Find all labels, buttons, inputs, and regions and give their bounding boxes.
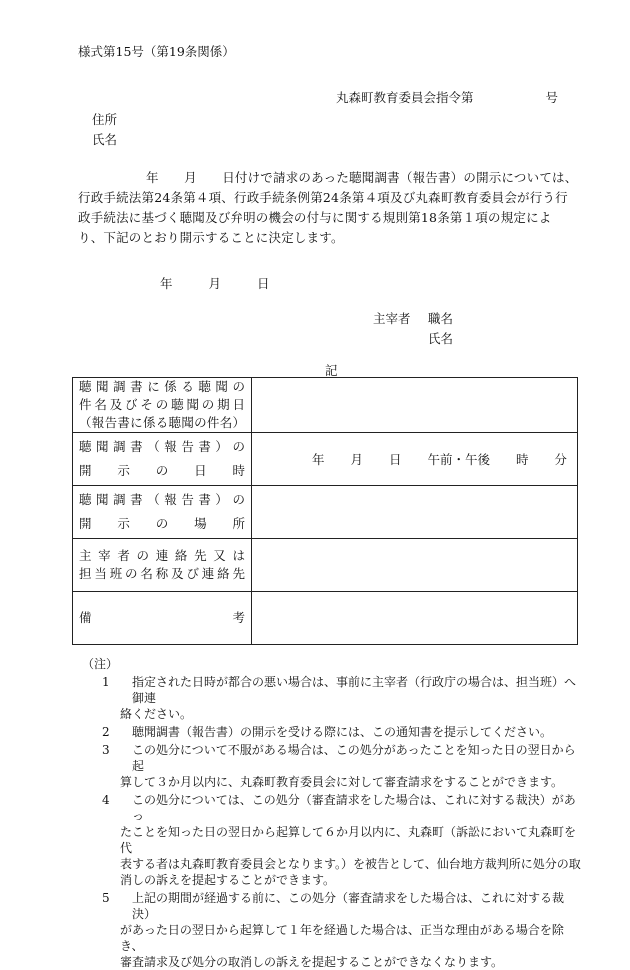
table-row: [73, 486, 578, 539]
document-number: [336, 88, 558, 106]
disclosure-datetime-label: 聴聞調書（報告書）の 開示の日時: [73, 433, 252, 486]
dt-minute: 分: [554, 452, 567, 467]
presider-title-label: 職名: [428, 311, 454, 326]
dt-year: 年: [312, 452, 325, 467]
recipient-name-label: 氏名: [92, 132, 118, 147]
note-item: 4 この処分については、この処分（審査請求をした場合は、これに対する裁決）があっ たことを知った日の翌日から起算して６か月以内に、丸森町（訴訟において丸森町を代 表する者は丸森町教育委員会となります。）を被告として、仙台地方裁判所に処分の取 消しの訴えを提起することができます。: [102, 793, 581, 887]
ki-heading: 記: [325, 363, 338, 378]
dt-hour: 時: [515, 452, 529, 467]
body-line-3: 政手続法に基づく聴聞及び弁明の機会の付与に関する規則第18条第１項の規定によ: [78, 210, 552, 225]
body-line-4: り、下記のとおり開示することに決定します。: [78, 230, 344, 245]
presider-name-label: 氏名: [428, 331, 454, 346]
hearing-subject-value: [252, 378, 578, 433]
table-row: [73, 592, 578, 645]
body-paragraph: [78, 168, 584, 248]
details-table: [72, 377, 578, 645]
table-row: [73, 433, 578, 486]
document-number-prefix: 丸森町教育委員会指令第: [336, 90, 474, 105]
dt-month: 月: [350, 452, 363, 467]
body-line-2: 行政手続法第24条第４項、行政手続条例第24条第４項及び丸森町教育委員会が行う行: [78, 190, 568, 205]
disclosure-datetime-value: [252, 433, 578, 486]
dt-ampm: 午前・午後: [427, 452, 490, 467]
recipient-address-label: 住所: [92, 112, 118, 127]
hearing-subject-label: 聴聞調書に係る聴聞の 件名及びその聴聞の期日 （報告書に係る聴聞の件名）: [73, 378, 252, 433]
date-day: 日: [256, 276, 270, 291]
disclosure-place-label: 聴聞調書（報告書）の 開示の場所: [73, 486, 252, 539]
contact-value: [252, 539, 578, 592]
document-number-suffix: 号: [545, 90, 558, 105]
contact-label: 主宰者の連絡先又は 担当班の名称及び連絡先: [73, 539, 252, 592]
table-row: [73, 378, 578, 433]
decision-date: [160, 274, 269, 292]
form-label: 様式第15号（第19条関係）: [78, 44, 235, 59]
note-item: 2 聴聞調書（報告書）の開示を受ける際には、この通知書を提示してください。: [102, 725, 553, 739]
note-item: 5 上記の期間が経過する前に、この処分（審査請求をした場合は、これに対する裁決） があった日の翌日から起算して１年を経過した場合は、正当な理由がある場合を除き、 審査請求及び処分の取消しの訴えを提起することができなくなります。: [102, 891, 565, 969]
note-item: 1 指定された日時が都合の悪い場合は、事前に主宰者（行政庁の場合は、担当班）へ御連 絡ください。: [102, 675, 577, 721]
note-item: 3 この処分について不服がある場合は、この処分があったことを知った日の翌日から起 算して３か月以内に、丸森町教育委員会に対して審査請求をすることができます。: [102, 743, 576, 789]
date-year: 年: [160, 276, 173, 291]
remarks-label: 備考: [73, 592, 252, 645]
table-row: [73, 539, 578, 592]
date-month: 月: [208, 276, 221, 291]
body-line-1: 年 月 日付けで請求のあった聴聞調書（報告書）の開示については、: [146, 170, 578, 185]
remarks-value: [252, 592, 578, 645]
disclosure-place-value: [252, 486, 578, 539]
presider-label: 主宰者: [373, 311, 411, 326]
notes-section: [82, 656, 582, 970]
notes-heading: （注）: [82, 657, 119, 671]
dt-day: 日: [388, 452, 402, 467]
